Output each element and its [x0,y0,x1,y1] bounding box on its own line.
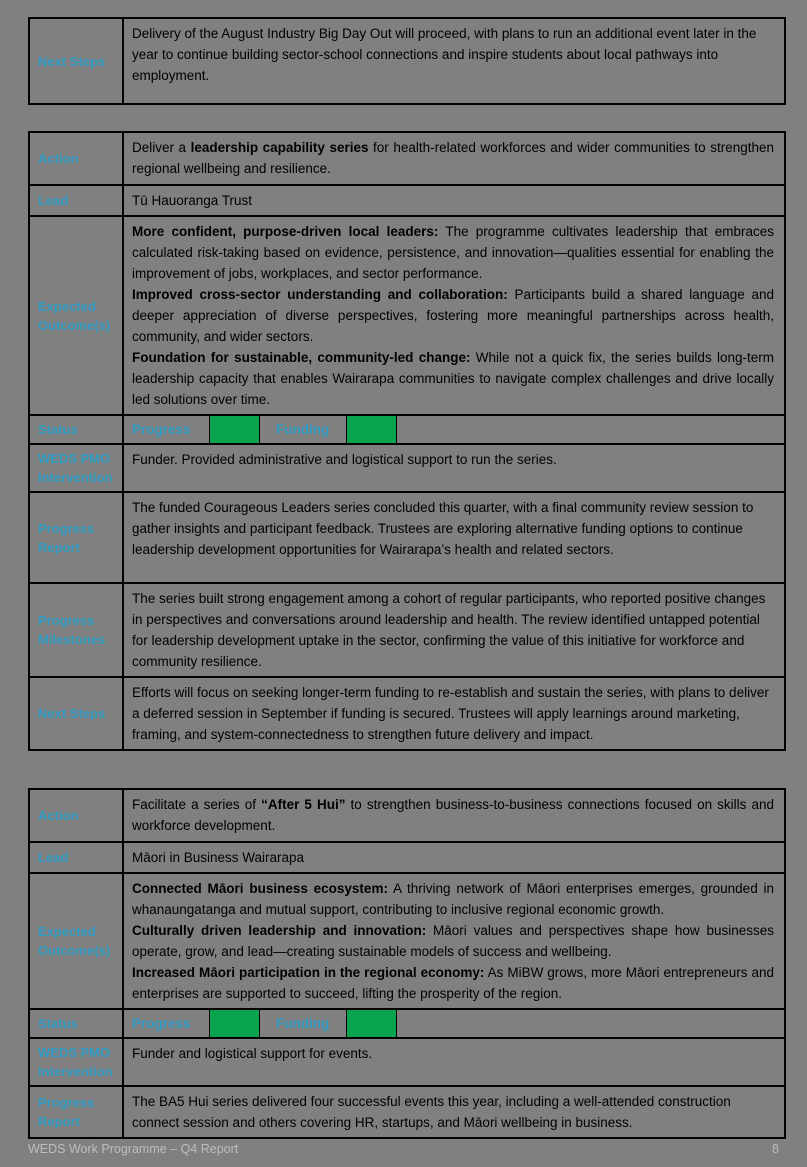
expected-outcome-item [132,878,774,920]
table-row [30,790,784,841]
table-industry-big-day-out [28,17,786,105]
row-header-status [30,1010,124,1037]
status-funding-indicator-green [346,416,397,443]
row-header-lead [30,843,124,872]
outcome-text: While not a quick fix, the series builds long-term leadership capacity that enables Wairarapa communities to navigate complex challenges and drive locally led solutions over time. [132,350,775,407]
outcome-bold: Improved cross-sector understanding and collaboration: [132,287,508,302]
expected-outcome-item [132,962,774,1004]
row-header-progress-milestones [30,584,124,676]
row-header-weds-pmo-intervention [30,1039,124,1085]
expected-outcome-item [132,920,774,962]
lead-text: Tū Hauoranga Trust [132,193,253,208]
progress-report-cell [124,493,784,582]
table-row [30,184,784,215]
outcome-text: Māori values and perspectives shape how businesses operate, grow, and lead—creating sustainable models of success and wellbeing. [132,923,774,959]
table-row [30,491,784,582]
table-row [30,215,784,414]
action-text-bold: “After 5 Hui” [261,797,346,812]
action-text-bold: leadership capability series [190,140,369,155]
progress-report-cell [124,1087,784,1137]
status-progress-label: Progress [132,1016,191,1031]
table-row [30,1037,784,1085]
status-funding-label: Funding [276,422,330,437]
expected-outcomes-cell [124,217,784,414]
row-header-label: Status [38,422,78,437]
row-header-next-steps [30,19,124,103]
row-header-label: Status [38,1016,78,1031]
table-row-status [30,414,784,443]
row-header-label: Next Steps [38,706,106,721]
next-steps-cell [124,19,784,103]
page-footer [28,1142,779,1156]
table-row [30,443,784,491]
table-after-5-hui [28,788,786,1139]
outcome-bold: More confident, purpose-driven local leaders: [132,224,439,239]
table-row [30,841,784,872]
outcome-text: Participants build a shared language and deeper appreciation of diverse perspectives, fostering more meaningful partnerships across health, community, and wider sectors. [132,287,774,344]
table-row [30,133,784,184]
action-cell [124,133,784,184]
row-header-label: Progress Report [38,520,95,555]
action-text-suffix: for health-related workforces and wider communities to strengthen regional wellbeing and resilience. [132,140,774,176]
row-header-action [30,133,124,184]
next-steps-text: Delivery of the August Industry Big Day Out will proceed, with plans to run an additional event later in the year to continue building sector-school connections and inspire students about local pathways into employment. [132,26,757,83]
outcome-bold: Culturally driven leadership and innovation: [132,923,427,938]
row-header-label: Progress Report [38,1095,95,1129]
table-row [30,676,784,749]
lead-cell [124,186,784,215]
status-funding-label: Funding [276,1016,330,1031]
progress-milestones-cell [124,584,784,676]
table-row-status [30,1008,784,1037]
table-row [30,19,784,103]
row-header-status [30,416,124,443]
row-header-label: Action [38,808,79,823]
row-header-label: Progress Milestones [38,613,106,647]
outcome-bold: Foundation for sustainable, community-led change: [132,350,471,365]
outcome-bold: Connected Māori business ecosystem: [132,881,388,896]
action-cell [124,790,784,841]
table-row [30,582,784,676]
progress-report-text: The BA5 Hui series delivered four successful events this year, including a well-attended construction connect session and others covering HR, startups, and Māori wellbeing in business. [132,1094,731,1130]
status-progress-indicator-green [209,1010,260,1037]
row-header-label: Expected Outcome(s) [38,298,111,333]
action-text-prefix: Deliver a [132,140,191,155]
row-header-label: Lead [38,193,69,208]
progress-milestones-text: The series built strong engagement among a cohort of regular participants, who reported positive changes in perspectives and conversations around leadership and health. The review identified untapped potential for leadership development uptake in the sector, confirming the value of this initiative for workforce and community resilience. [132,591,766,669]
row-header-expected-outcomes [30,217,124,414]
row-header-label: WEDS PMO Intervention [38,1045,113,1079]
action-text [132,137,774,179]
footer-page-number: 8 [772,1142,779,1156]
action-text-suffix: to strengthen business-to-business connections focused on skills and workforce development. [132,797,774,833]
weds-pmo-intervention-text: Funder and logistical support for events. [132,1046,373,1061]
row-header-expected-outcomes [30,874,124,1008]
action-text [132,794,774,836]
status-progress-label: Progress [132,422,191,437]
row-header-action [30,790,124,841]
row-header-label: Expected Outcome(s) [38,924,111,958]
row-header-progress-report [30,493,124,582]
outcome-text: A thriving network of Māori enterprises emerges, grounded in whanaungatanga and mutual support, contributing to inclusive regional economic growth. [132,881,774,917]
status-cell [124,416,784,443]
next-steps-cell [124,678,784,749]
lead-text: Māori in Business Wairarapa [132,850,305,865]
row-header-label: Next Steps [38,53,106,69]
row-header-label: Lead [38,850,69,865]
row-header-label: Action [38,151,79,166]
progress-report-text: The funded Courageous Leaders series concluded this quarter, with a final community review session to gather insights and participant feedback. Trustees are exploring alternative funding options to continue leadership development opportunities for Wairarapa’s health and related sectors. [132,500,754,557]
expected-outcome-item [132,221,774,284]
expected-outcomes-cell [124,874,784,1008]
table-row [30,872,784,1008]
outcome-text: The programme cultivates leadership that embraces calculated risk-taking based on evidence, persistence, and innovation—qualities essential for enabling the improvement of jobs, workplaces, and sector performance. [132,224,774,281]
action-text-prefix: Facilitate a series of [132,797,262,812]
outcome-bold: Increased Māori participation in the regional economy: [132,965,485,980]
row-header-next-steps [30,678,124,749]
row-header-weds-pmo-intervention [30,445,124,491]
next-steps-text: Efforts will focus on seeking longer-term funding to re-establish and sustain the series, with plans to deliver a deferred session in September if funding is secured. Trustees will apply learnings around marketing, framing, and system-connectedness to strengthen future delivery and impact. [132,685,769,742]
row-header-label: WEDS PMO Intervention [38,451,113,485]
expected-outcome-item [132,284,774,347]
weds-pmo-intervention-cell [124,445,784,491]
lead-cell [124,843,784,872]
row-header-lead [30,186,124,215]
outcome-text: As MiBW grows, more Māori entrepreneurs and enterprises are supported to succeed, lifting the prosperity of the region. [132,965,774,1001]
footer-report-title: WEDS Work Programme – Q4 Report [28,1142,239,1156]
weds-pmo-intervention-text: Funder. Provided administrative and logistical support to run the series. [132,452,557,467]
expected-outcome-item [132,347,774,410]
status-progress-indicator-green [209,416,260,443]
row-header-progress-report [30,1087,124,1137]
status-funding-indicator-green [346,1010,397,1037]
status-cell [124,1010,784,1037]
weds-pmo-intervention-cell [124,1039,784,1085]
table-leadership-capability-series [28,131,786,751]
table-row [30,1085,784,1137]
